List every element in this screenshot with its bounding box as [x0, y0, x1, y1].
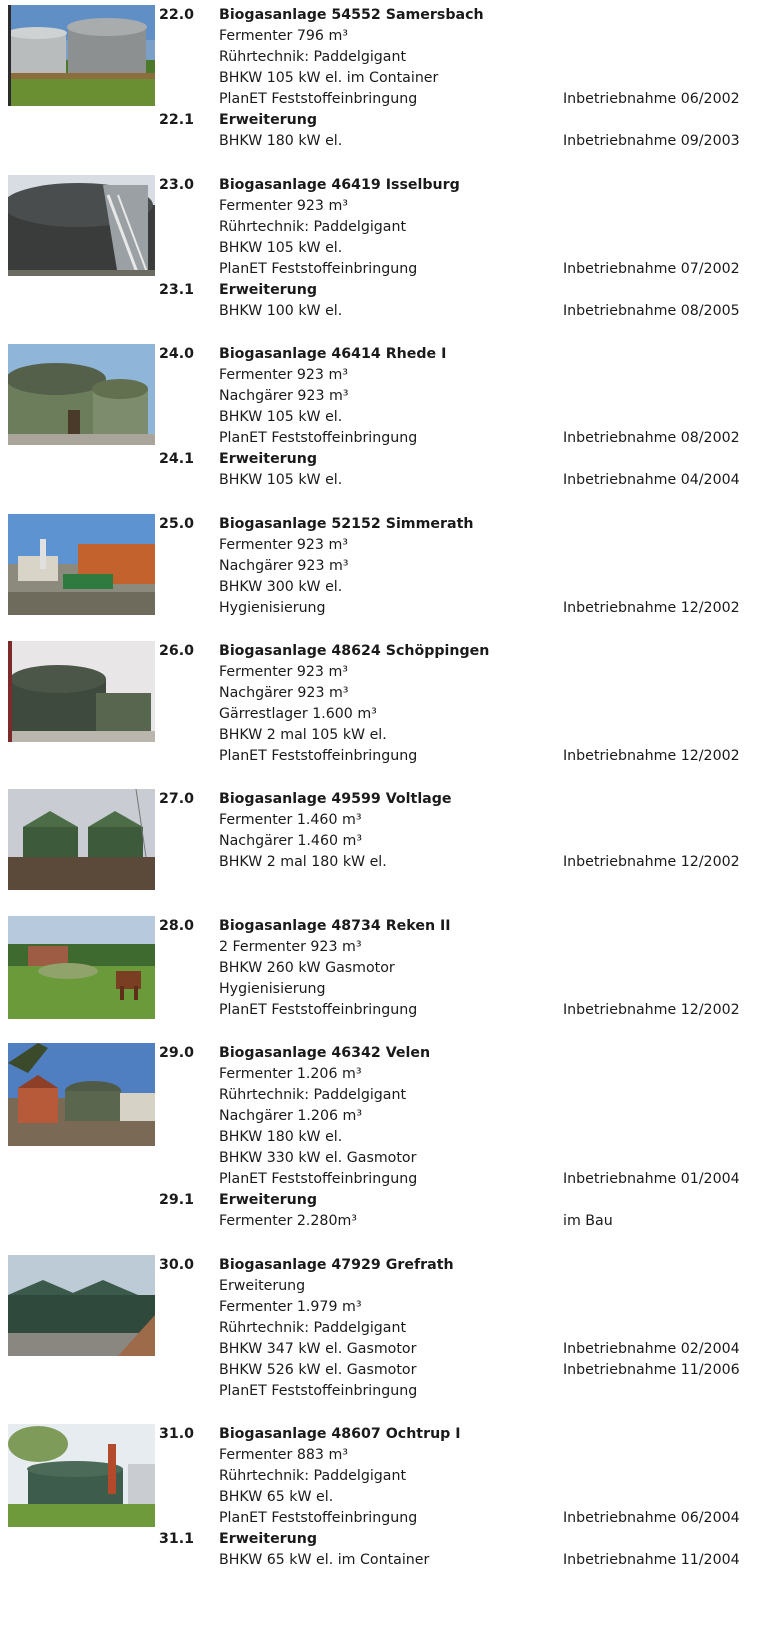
plant-detail: BHKW 347 kW el. Gasmotor	[219, 1341, 417, 1357]
plant-entry	[0, 916, 763, 1026]
plant-detail: BHKW 526 kW el. Gasmotor	[219, 1362, 417, 1378]
plant-detail: BHKW 105 kW el.	[219, 409, 343, 425]
entry-number: 24.0	[159, 346, 195, 362]
plant-detail: BHKW 105 kW el.	[219, 472, 343, 488]
plant-entry	[0, 514, 763, 624]
plant-title: Biogasanlage 47929 Grefrath	[219, 1257, 454, 1273]
plant-detail: BHKW 180 kW el.	[219, 133, 343, 149]
plant-detail: 2 Fermenter 923 m³	[219, 939, 362, 955]
plant-detail: BHKW 65 kW el.	[219, 1489, 334, 1505]
plant-entry	[0, 344, 763, 494]
plant-detail: BHKW 2 mal 180 kW el.	[219, 854, 387, 870]
commissioning-date: Inbetriebnahme 11/2004	[563, 1552, 740, 1568]
commissioning-date: Inbetriebnahme 06/2002	[563, 91, 740, 107]
plant-detail: PlanET Feststoffeinbringung	[219, 430, 418, 446]
biogas-plant-photo	[8, 344, 155, 445]
plant-entry	[0, 641, 763, 771]
construction-status: im Bau	[563, 1213, 613, 1229]
plant-entry	[0, 1424, 763, 1574]
plant-detail: Fermenter 1.979 m³	[219, 1299, 362, 1315]
commissioning-date: Inbetriebnahme 07/2002	[563, 261, 740, 277]
entry-number: 26.0	[159, 643, 195, 659]
commissioning-date: Inbetriebnahme 04/2004	[563, 472, 740, 488]
plant-title: Biogasanlage 54552 Samersbach	[219, 7, 484, 23]
plant-detail: Fermenter 796 m³	[219, 28, 348, 44]
plant-entry	[0, 175, 763, 325]
plant-detail: BHKW 65 kW el. im Container	[219, 1552, 430, 1568]
commissioning-date: Inbetriebnahme 06/2004	[563, 1510, 740, 1526]
plant-detail: Fermenter 923 m³	[219, 537, 348, 553]
plant-detail: BHKW 260 kW Gasmotor	[219, 960, 395, 976]
plant-title: Biogasanlage 49599 Voltlage	[219, 791, 452, 807]
plant-detail: Hygienisierung	[219, 981, 326, 997]
plant-detail: Fermenter 1.460 m³	[219, 812, 362, 828]
expansion-title: Erweiterung	[219, 112, 318, 128]
plant-detail: BHKW 330 kW el. Gasmotor	[219, 1150, 417, 1166]
plant-detail: Fermenter 923 m³	[219, 198, 348, 214]
plant-detail: Fermenter 883 m³	[219, 1447, 348, 1463]
entry-number: 31.0	[159, 1426, 195, 1442]
plant-detail: Erweiterung	[219, 1278, 306, 1294]
plant-detail: Rührtechnik: Paddelgigant	[219, 49, 407, 65]
plant-detail: Nachgärer 1.460 m³	[219, 833, 363, 849]
biogas-plant-photo	[8, 641, 155, 742]
biogas-plant-photo	[8, 916, 155, 1019]
biogas-plant-photo	[8, 789, 155, 890]
plant-entry	[0, 789, 763, 890]
commissioning-date: Inbetriebnahme 12/2002	[563, 600, 740, 616]
plant-title: Biogasanlage 48734 Reken II	[219, 918, 451, 934]
biogas-plant-photo	[8, 1255, 155, 1356]
entry-number: 23.0	[159, 177, 195, 193]
commissioning-date: Inbetriebnahme 08/2005	[563, 303, 740, 319]
plant-detail: Fermenter 2.280m³	[219, 1213, 357, 1229]
plant-detail: Rührtechnik: Paddelgigant	[219, 219, 407, 235]
entry-number: 29.0	[159, 1045, 195, 1061]
plant-detail: BHKW 105 kW el.	[219, 240, 343, 256]
entry-number: 30.0	[159, 1257, 195, 1273]
biogas-plant-photo	[8, 5, 155, 106]
commissioning-date: Inbetriebnahme 11/2006	[563, 1362, 740, 1378]
entry-number: 28.0	[159, 918, 195, 934]
commissioning-date: Inbetriebnahme 08/2002	[563, 430, 740, 446]
entry-number: 27.0	[159, 791, 195, 807]
commissioning-date: Inbetriebnahme 12/2002	[563, 748, 740, 764]
commissioning-date: Inbetriebnahme 12/2002	[563, 854, 740, 870]
plant-detail: BHKW 105 kW el. im Container	[219, 70, 439, 86]
commissioning-date: Inbetriebnahme 01/2004	[563, 1171, 740, 1187]
plant-detail: Fermenter 1.206 m³	[219, 1066, 362, 1082]
plant-title: Biogasanlage 46419 Isselburg	[219, 177, 460, 193]
expansion-number: 29.1	[159, 1192, 195, 1208]
plant-detail: PlanET Feststoffeinbringung	[219, 1002, 418, 1018]
plant-detail: Nachgärer 1.206 m³	[219, 1108, 363, 1124]
expansion-number: 24.1	[159, 451, 195, 467]
plant-detail: PlanET Feststoffeinbringung	[219, 261, 418, 277]
expansion-title: Erweiterung	[219, 451, 318, 467]
plant-detail: Gärrestlager 1.600 m³	[219, 706, 377, 722]
plant-detail: Rührtechnik: Paddelgigant	[219, 1468, 407, 1484]
biogas-plant-photo	[8, 1424, 155, 1527]
commissioning-date: Inbetriebnahme 02/2004	[563, 1341, 740, 1357]
expansion-number: 22.1	[159, 112, 195, 128]
biogas-plant-photo	[8, 175, 155, 276]
plant-detail: BHKW 300 kW el.	[219, 579, 343, 595]
expansion-title: Erweiterung	[219, 1192, 318, 1208]
entry-number: 22.0	[159, 7, 195, 23]
plant-title: Biogasanlage 48607 Ochtrup I	[219, 1426, 461, 1442]
expansion-title: Erweiterung	[219, 282, 318, 298]
plant-detail: Hygienisierung	[219, 600, 326, 616]
plant-detail: PlanET Feststoffeinbringung	[219, 748, 418, 764]
plant-title: Biogasanlage 52152 Simmerath	[219, 516, 474, 532]
plant-title: Biogasanlage 46414 Rhede I	[219, 346, 447, 362]
plant-title: Biogasanlage 46342 Velen	[219, 1045, 431, 1061]
plant-detail: Nachgärer 923 m³	[219, 558, 349, 574]
plant-detail: Nachgärer 923 m³	[219, 388, 349, 404]
plant-detail: BHKW 100 kW el.	[219, 303, 343, 319]
plant-detail: BHKW 2 mal 105 kW el.	[219, 727, 387, 743]
plant-detail: PlanET Feststoffeinbringung	[219, 1383, 418, 1399]
plant-detail: PlanET Feststoffeinbringung	[219, 1171, 418, 1187]
plant-detail: Nachgärer 923 m³	[219, 685, 349, 701]
expansion-number: 23.1	[159, 282, 195, 298]
plant-detail: Rührtechnik: Paddelgigant	[219, 1087, 407, 1103]
commissioning-date: Inbetriebnahme 09/2003	[563, 133, 740, 149]
expansion-title: Erweiterung	[219, 1531, 318, 1547]
plant-detail: BHKW 180 kW el.	[219, 1129, 343, 1145]
plant-entry	[0, 1043, 763, 1233]
plant-title: Biogasanlage 48624 Schöppingen	[219, 643, 490, 659]
plant-detail: Fermenter 923 m³	[219, 367, 348, 383]
plant-detail: PlanET Feststoffeinbringung	[219, 1510, 418, 1526]
biogas-plant-photo	[8, 1043, 155, 1146]
plant-detail: PlanET Feststoffeinbringung	[219, 91, 418, 107]
plant-entry	[0, 1255, 763, 1405]
commissioning-date: Inbetriebnahme 12/2002	[563, 1002, 740, 1018]
plant-entry	[0, 5, 763, 155]
plant-detail: Fermenter 923 m³	[219, 664, 348, 680]
plant-detail: Rührtechnik: Paddelgigant	[219, 1320, 407, 1336]
entry-number: 25.0	[159, 516, 195, 532]
expansion-number: 31.1	[159, 1531, 195, 1547]
biogas-plant-photo	[8, 514, 155, 615]
